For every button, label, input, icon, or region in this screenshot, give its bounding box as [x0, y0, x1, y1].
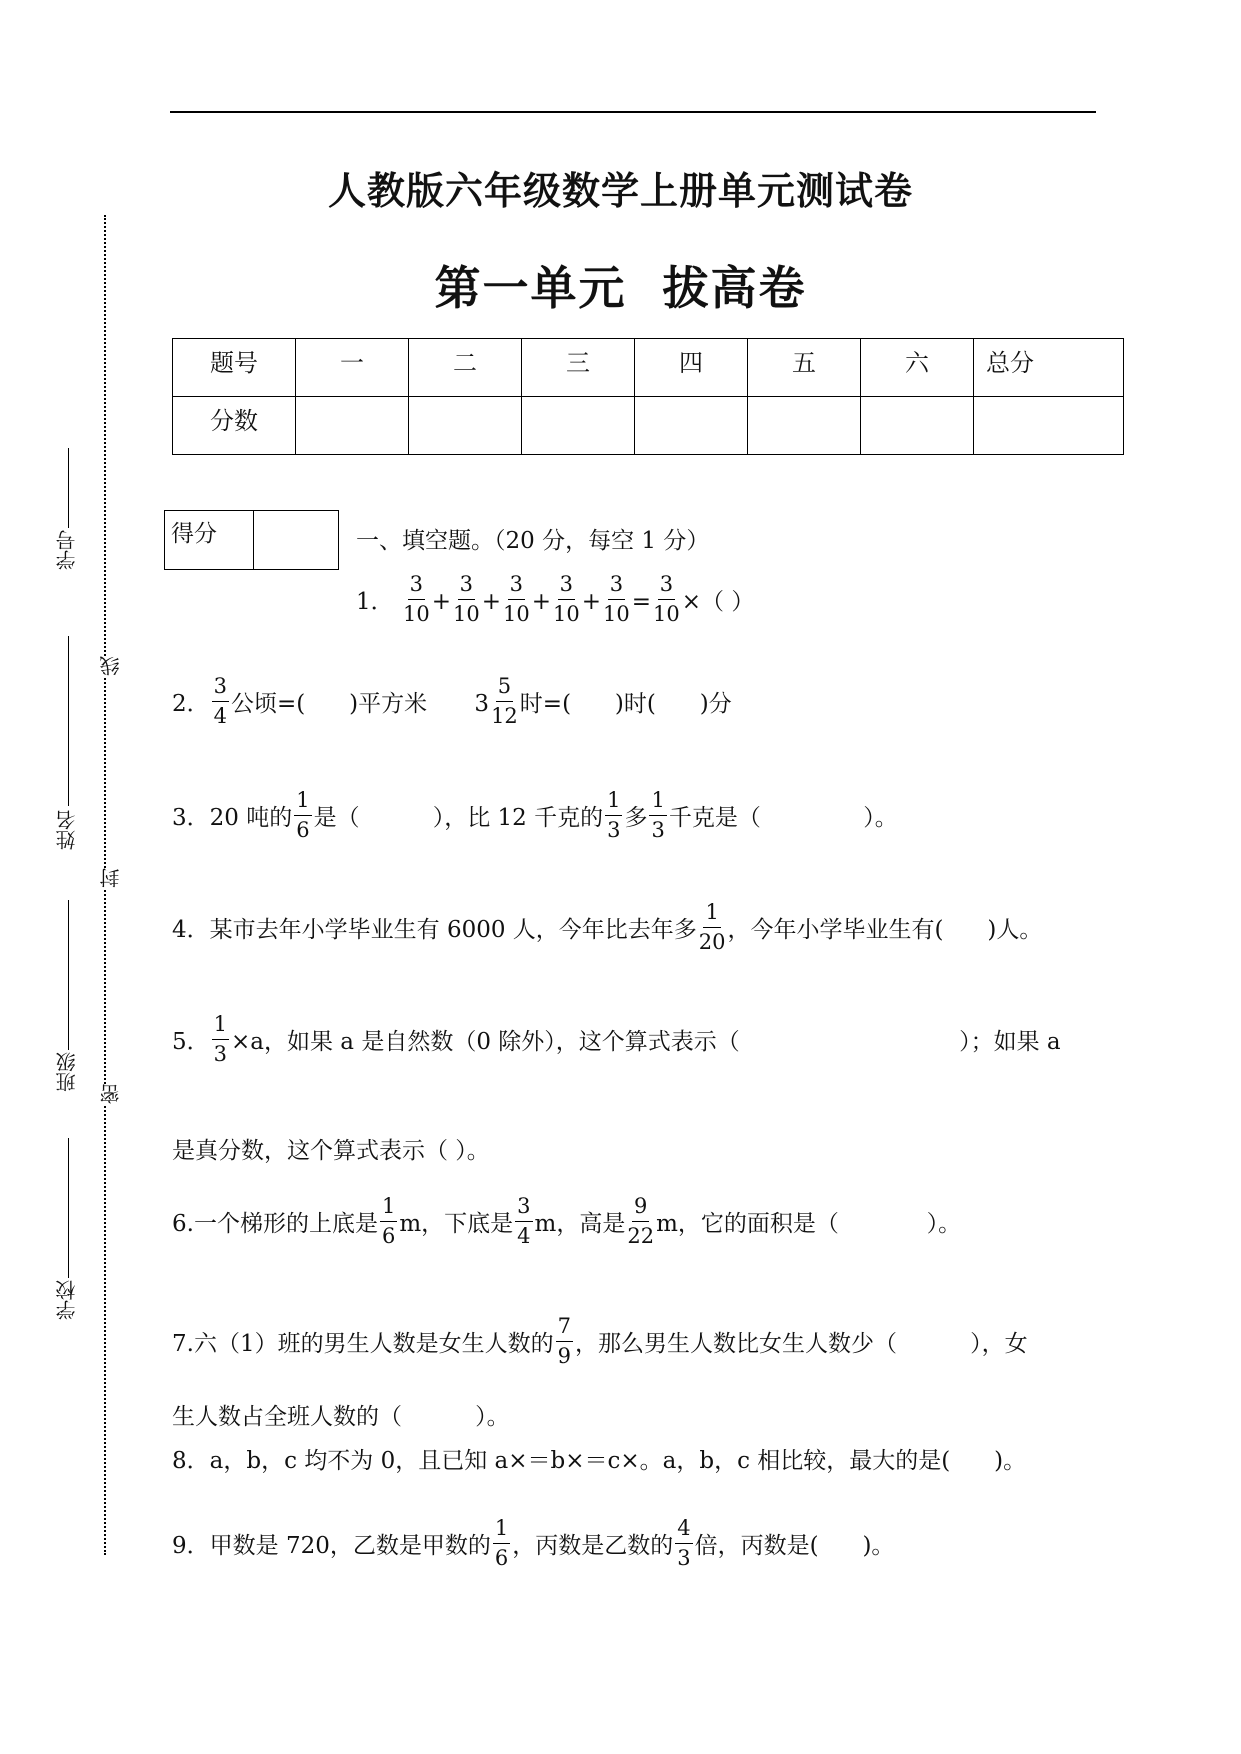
q6-blank[interactable]: m，它的面积是（ ）。 — [656, 1211, 962, 1237]
question-5: 5． $\frac{1}{3}$ ×a，如果 a 是自然数（0 除外），这个算式表示（ ）；如果 a — [172, 1012, 1061, 1066]
score-row-label: 分数 — [173, 397, 296, 455]
class-blank[interactable] — [68, 900, 69, 1050]
fraction: $\frac{1}{6}$ — [296, 788, 310, 842]
student-id-label: 学号 — [55, 530, 79, 570]
score-input-cell[interactable] — [522, 397, 635, 455]
question-9: 9．甲数是 720，乙数是甲数的 $\frac{1}{6}$ ，丙数是乙数的 $\frac{4}{3}$ 倍，丙数是( )。 — [172, 1516, 895, 1570]
section-heading: 一、填空题。（20 分，每空 1 分） — [356, 528, 710, 554]
fraction: $\frac{3}{10}$ — [603, 572, 630, 626]
score-input-cell[interactable] — [974, 397, 1124, 455]
score-header-cell: 题号 — [173, 339, 296, 397]
fraction: $\frac{3}{10}$ — [502, 572, 530, 626]
score-header-cell: 三 — [522, 339, 635, 397]
fraction: $\frac{3}{10}$ — [553, 572, 580, 626]
fraction: $\frac{7}{9}$ — [557, 1314, 571, 1368]
section-score-box — [164, 510, 339, 570]
score-table — [172, 338, 1124, 455]
fraction: $\frac{5}{12}$ — [491, 674, 518, 728]
seal-char-seal: 封 — [96, 868, 125, 888]
score-table-value-row — [173, 397, 1124, 455]
fraction: $\frac{1}{6}$ — [381, 1194, 396, 1248]
fraction: $\frac{1}{3}$ — [607, 788, 621, 842]
question-2: 2． $\frac{3}{4}$ 公顷=( )平方米 3 $\frac{5}{12}$ 时=( )时( )分 — [172, 674, 732, 728]
exam-title: 人教版六年级数学上册单元测试卷 — [327, 168, 913, 213]
q4-blank[interactable]: ，今年小学毕业生有( )人。 — [727, 917, 1043, 943]
section-score-input[interactable] — [254, 511, 339, 570]
name-blank[interactable] — [68, 636, 69, 806]
question-3: 3．20 吨的 $\frac{1}{6}$ 是（ ），比 12 千克的 $\frac{1}{3}$ 多 $\frac{1}{3}$ 千克是（ ）。 — [172, 788, 898, 842]
question-4: 4．某市去年小学毕业生有 6000 人，今年比去年多 $\frac{1}{20}$ ，今年小学毕业生有( )人。 — [172, 900, 1043, 954]
score-input-cell[interactable] — [296, 397, 409, 455]
q1-blank[interactable]: ×（ ） — [681, 589, 755, 615]
student-id-blank[interactable] — [68, 448, 69, 528]
school-label: 学校 — [55, 1280, 79, 1320]
fraction: $\frac{4}{3}$ — [677, 1516, 691, 1570]
question-7: 7.六（1）班的男生人数是女生人数的 $\frac{7}{9}$ ，那么男生人数比女生人数少（ ），女 — [172, 1314, 1028, 1368]
seal-char-line: 线 — [96, 656, 125, 676]
fraction: $\frac{3}{10}$ — [452, 572, 480, 626]
q3-blank-1[interactable]: 是（ ），比 12 千克的 — [313, 805, 604, 831]
score-header-cell: 四 — [635, 339, 748, 397]
q2-blank-1[interactable]: 公顷=( )平方米 — [231, 691, 428, 717]
q3-blank-2[interactable]: 千克是（ ）。 — [668, 805, 898, 831]
q1-prefix: 1． — [356, 589, 394, 615]
score-header-cell: 一 — [296, 339, 409, 397]
section-score-label: 得分 — [165, 511, 254, 570]
question-1: 1． $\frac{3}{10}$ + $\frac{3}{10}$ + $\frac{3}{10}$ + $\frac{3}{10}$ + $\frac{3}{10}$ = $\frac{3}{10}$ ×（ ） — [356, 572, 755, 626]
score-header-cell: 五 — [748, 339, 861, 397]
unit-subtitle: 第一单元 拔高卷 — [434, 261, 807, 315]
question-7-cont[interactable]: 生人数占全班人数的（ ）。 — [172, 1404, 510, 1430]
question-5-cont[interactable]: 是真分数，这个算式表示（ ）。 — [172, 1138, 490, 1164]
fraction: $\frac{1}{3}$ — [651, 788, 665, 842]
name-label: 姓名 — [55, 810, 79, 850]
fraction: $\frac{3}{4}$ — [517, 1194, 531, 1248]
q5-blank-1[interactable]: ×a，如果 a 是自然数（0 除外），这个算式表示（ ）；如果 a — [231, 1029, 1061, 1055]
score-header-cell: 二 — [409, 339, 522, 397]
score-input-cell[interactable] — [409, 397, 522, 455]
score-input-cell[interactable] — [748, 397, 861, 455]
fraction: $\frac{1}{20}$ — [698, 900, 726, 954]
fraction: $\frac{3}{10}$ — [653, 572, 680, 626]
seal-char-secret: 密 — [96, 1084, 125, 1104]
q7-blank-1[interactable]: ，那么男生人数比女生人数少（ ），女 — [574, 1331, 1028, 1357]
fraction: $\frac{1}{3}$ — [213, 1012, 228, 1066]
score-table-header-row — [173, 339, 1124, 397]
score-header-cell: 总分 — [974, 339, 1124, 397]
score-input-cell[interactable] — [635, 397, 748, 455]
fraction: $\frac{3}{4}$ — [213, 674, 228, 728]
fraction: $\frac{9}{22}$ — [627, 1194, 655, 1248]
question-6: 6.一个梯形的上底是 $\frac{1}{6}$ m，下底是 $\frac{3}{4}$ m，高是 $\frac{9}{22}$ m，它的面积是（ ）。 — [172, 1194, 962, 1248]
header-rule — [170, 111, 1096, 113]
score-header-cell: 六 — [861, 339, 974, 397]
q9-blank[interactable]: 倍，丙数是( )。 — [694, 1533, 895, 1559]
score-input-cell[interactable] — [861, 397, 974, 455]
fraction: $\frac{3}{10}$ — [402, 572, 430, 626]
school-blank[interactable] — [68, 1138, 69, 1278]
class-label: 班级 — [55, 1052, 79, 1092]
question-8[interactable]: 8．a，b，c 均不为 0，且已知 a×＝b×＝c×。a，b，c 相比较，最大的是( )。 — [172, 1448, 1027, 1474]
q2-blank-2[interactable]: 时=( )时( )分 — [519, 691, 732, 717]
fraction: $\frac{1}{6}$ — [494, 1516, 509, 1570]
